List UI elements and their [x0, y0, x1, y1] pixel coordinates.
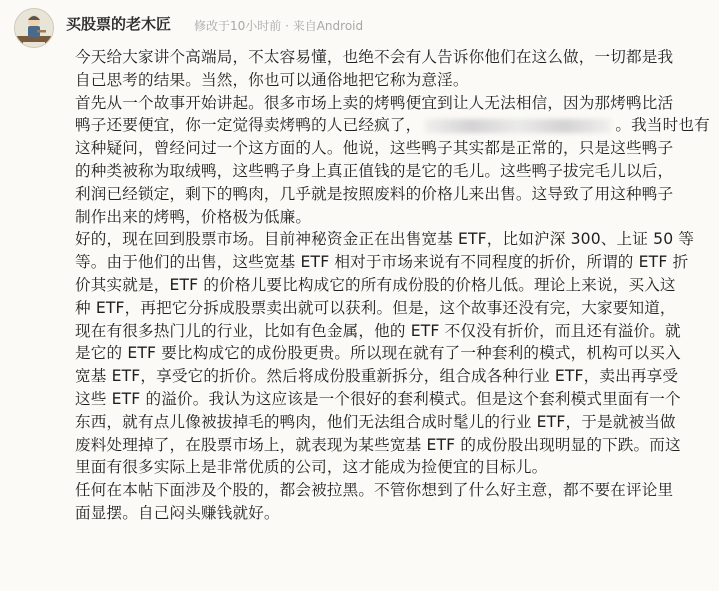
paragraph-story — [75, 92, 711, 229]
text-line: 种 ETF，再把它分拆成股票卖出就可以获利。但是，这个故事还没有完，大家要知道， — [75, 298, 676, 317]
avatar-illustration-icon — [15, 9, 53, 47]
text-line: 等。由于他们的出售，这些宽基 ETF 相对于市场来说有不同程度的折价，所谓的 ETF 折 — [75, 253, 689, 272]
text-line: 这些 ETF 的溢价。我认为这应该是一个很好的套利模式。但是这个套利模式里面有一个 — [75, 389, 681, 408]
text-line: 这种疑问，曾经问过一个这方面的人。他说，这些鸭子其实都是正常的，只是这些鸭子 — [75, 139, 674, 158]
post-meta: 修改于10小时前 · 来自Android — [194, 19, 364, 33]
avatar[interactable] — [14, 8, 54, 48]
text-line: 价其实就是，ETF 的价格儿要比构成它的所有成份股的价格儿低。理论上来说，买入这 — [75, 275, 676, 294]
text-line: 利润已经锁定，剩下的鸭肉，几乎就是按照废料的价格儿来出售。这导致了用这种鸭子 — [75, 184, 674, 203]
text-fragment: 。我当时也有 — [615, 116, 710, 135]
text-line: 首先从一个故事开始讲起。很多市场上卖的烤鸭便宜到让人无法相信，因为那烤鸭比活 — [75, 93, 674, 112]
post-body — [75, 46, 711, 525]
text-line: 宽基 ETF，享受它的折价。然后将成份股重新拆分，组合成各种行业 ETF，卖出再享受 — [75, 367, 679, 386]
text-line: 的种类被称为取绒鸭，这些鸭子身上真正值钱的是它的毛儿。这些鸭子拔完毛儿以后， — [75, 161, 674, 180]
text-line: 里面有很多实际上是非常优质的公司，这才能成为捡便宜的目标儿。 — [75, 458, 548, 477]
paragraph-market — [75, 228, 711, 479]
blurred-text-redaction — [425, 119, 611, 133]
text-line: 面显摆。自己闷头赚钱就好。 — [75, 503, 280, 522]
text-line: 现在有很多热门儿的行业，比如有色金属，他的 ETF 不仅没有折价，而且还有溢价。就 — [75, 321, 681, 340]
text-line: 东西，就有点儿像被拔掉毛的鸭肉，他们无法组合成时髦儿的行业 ETF，于是就被当做 — [75, 412, 676, 431]
text-line: 好的，现在回到股票市场。目前神秘资金正在出售宽基 ETF，比如沪深 300、上证 50 等 — [75, 230, 695, 249]
paragraph-disclaimer — [75, 479, 711, 525]
text-line: 自己思考的结果。当然，你也可以通俗地把它称为意淫。 — [75, 70, 469, 89]
text-fragment: 鸭子还要便宜，你一定觉得卖烤鸭的人已经疯了， — [75, 116, 422, 135]
username[interactable]: 买股票的老木匠 — [66, 15, 172, 33]
text-line: 是它的 ETF 要比构成它的成份股更贵。所以现在就有了一种套利的模式，机构可以买入 — [75, 344, 681, 363]
text-line: 废料处理掉了，在股票市场上，就表现为某些宽基 ETF 的成份股出现明显的下跌。而这 — [75, 435, 681, 454]
text-line: 任何在本帖下面涉及个股的，都会被拉黑。不管你想到了什么好主意，都不要在评论里 — [75, 481, 674, 500]
paragraph-intro — [75, 46, 711, 92]
text-line: 制作出来的烤鸭，价格极为低廉。 — [75, 207, 312, 226]
text-line — [75, 114, 711, 137]
text-line: 今天给大家讲个高端局，不太容易懂，也绝不会有人告诉你他们在这么做，一切都是我 — [75, 48, 674, 66]
